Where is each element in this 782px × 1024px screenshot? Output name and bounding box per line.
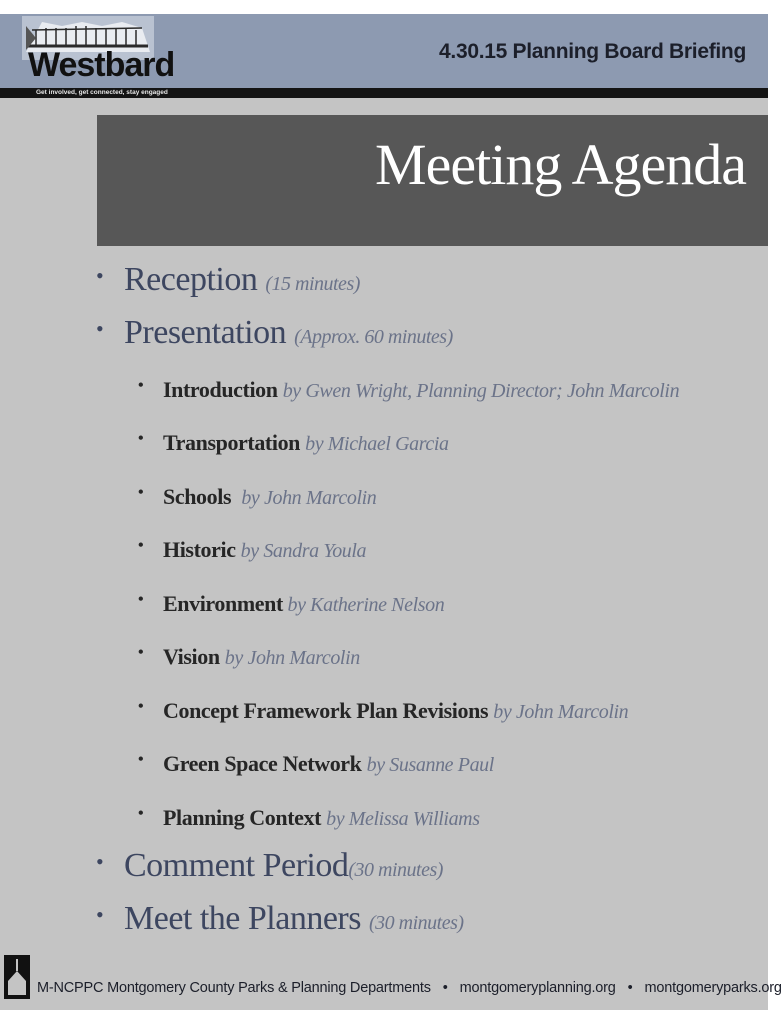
footer-link-planning[interactable]: montgomeryplanning.org [459,980,616,996]
footer-separator: • [627,980,633,996]
briefing-title: 4.30.15 Planning Board Briefing [439,40,746,63]
agenda-subitem: • Concept Framework Plan Revisions by John Marcolin [138,698,629,723]
logo-wordmark: Westbard [28,46,175,84]
mncppc-logo-icon [4,955,30,999]
agenda-subitem: • Transportation by Michael Garcia [138,430,449,455]
title-box [97,115,768,246]
agenda-item: • Presentation (Approx. 60 minutes) [96,314,453,351]
agenda-item: • Reception (15 minutes) [96,261,360,298]
agenda-subitem: • Vision by John Marcolin [138,644,360,669]
agenda-item: • Comment Period(30 minutes) [96,847,443,884]
footer-separator: • [442,980,448,996]
slide [0,14,782,1010]
agenda-subitem: • Environment by Katherine Nelson [138,591,445,616]
agenda-subitem: • Historic by Sandra Youla [138,537,367,562]
agenda-subitem: • Planning Context by Melissa Williams [138,805,480,830]
footer-org: M-NCPPC Montgomery County Parks & Planning Departments [37,980,431,996]
agenda-subitem: • Green Space Network by Susanne Paul [138,751,494,776]
agenda-subitem: • Schools by John Marcolin [138,484,377,509]
logo-tagline: Get involved, get connected, stay engaged [36,89,168,96]
westbard-logo [22,16,175,96]
footer-link-parks[interactable]: montgomeryparks.org [644,980,782,996]
agenda-item: • Meet the Planners (30 minutes) [96,900,464,937]
page-title: Meeting Agenda [375,132,746,197]
agenda-subitem: • Introduction by Gwen Wright, Planning Director; John Marcolin [138,377,680,402]
footer [37,980,782,996]
